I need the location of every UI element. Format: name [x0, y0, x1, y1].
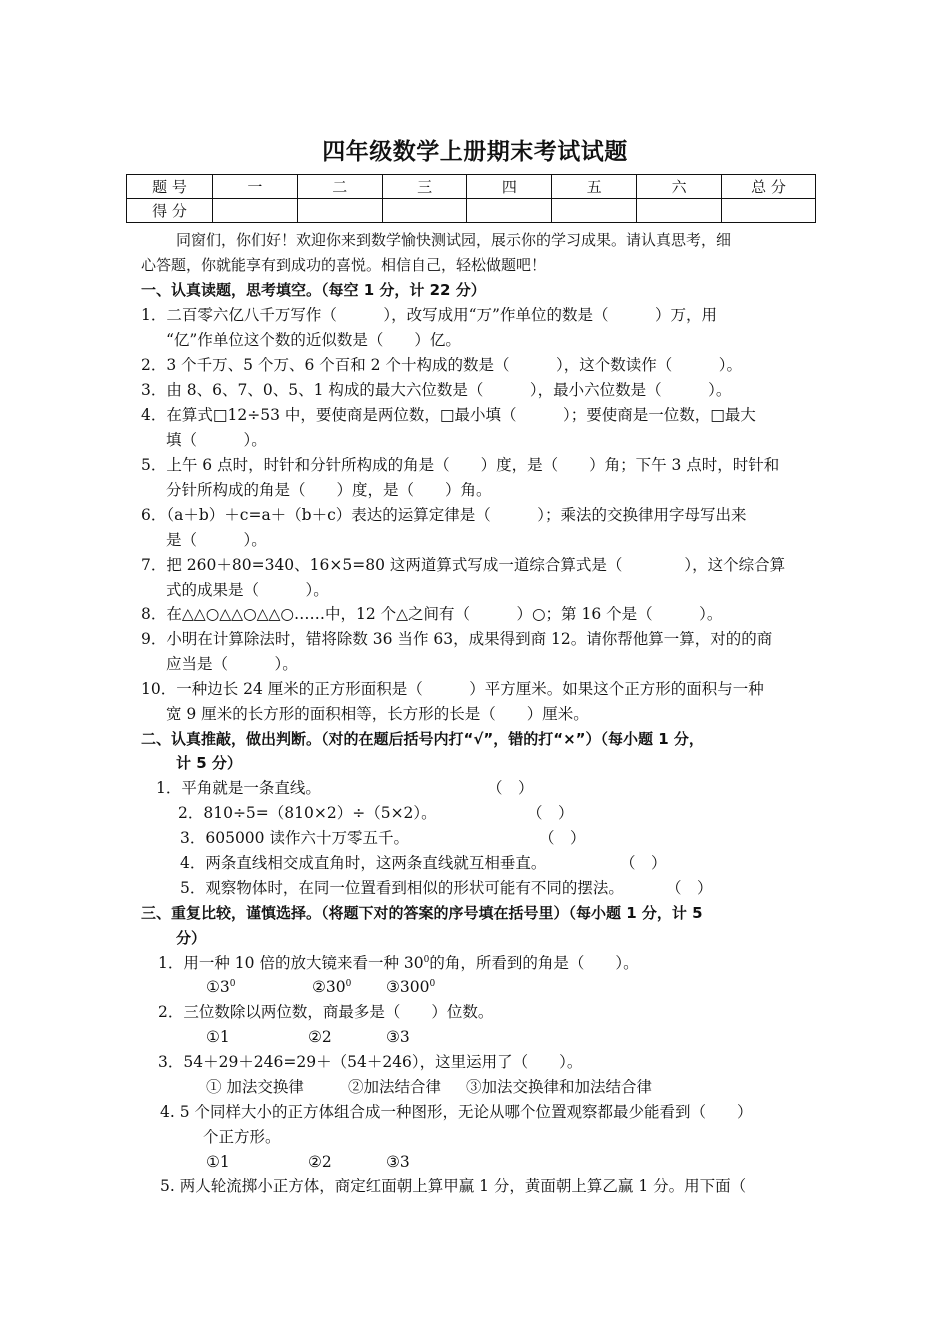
score-cell: 总 分	[722, 175, 816, 199]
option[interactable]	[206, 977, 236, 997]
question-line: 10．一种边长 24 厘米的正方形面积是（ ）平方厘米。如果这个正方形的面积与一种	[141, 680, 764, 698]
score-cell: 题 号	[127, 175, 213, 199]
option-label: ②30	[312, 978, 346, 996]
judge-item: 5．观察物体时，在同一位置看到相似的形状可能有不同的摆法。	[180, 879, 624, 897]
choice-question: 个正方形。	[203, 1128, 281, 1146]
score-cell: 三	[382, 175, 467, 199]
choice-question: 5. 两人轮流掷小正方体，商定红面朝上算甲赢 1 分，黄面朝上算乙赢 1 分。用下面（	[160, 1177, 747, 1195]
answer-blank[interactable]: （ ）	[487, 779, 534, 797]
degree-mark: 0	[229, 979, 236, 989]
score-input-cell[interactable]	[722, 199, 816, 223]
option-label: ③300	[386, 978, 430, 996]
degree-mark: 0	[429, 979, 436, 989]
score-cell: 一	[213, 175, 298, 199]
score-label-cell: 得 分	[127, 199, 213, 223]
score-table-score-row	[127, 199, 816, 223]
option[interactable]: ① 加法交换律	[206, 1078, 304, 1096]
choice-question: 3．54＋29＋246=29＋（54＋246），这里运用了（ ）。	[158, 1053, 583, 1071]
question-line: 应当是（ ）。	[166, 655, 298, 673]
judge-item: 4．两条直线相交成直角时，这两条直线就互相垂直。	[180, 854, 547, 872]
option-label: ①3	[206, 978, 230, 996]
option[interactable]: ③3	[386, 1153, 410, 1171]
option[interactable]: ①1	[206, 1028, 230, 1046]
section-heading: 计 5 分）	[176, 754, 242, 772]
answer-blank[interactable]: （ ）	[539, 829, 586, 847]
question-line: 6．（a＋b）＋c=a＋（b＋c）表达的运算定律是（ ）；乘法的交换律用字母写出来	[141, 506, 747, 524]
score-cell: 四	[467, 175, 552, 199]
question-line: 7．把 260＋80=340、16×5=80 这两道算式写成一道综合算式是（ ），这个综合算	[141, 556, 786, 574]
question-line: 填（ ）。	[166, 431, 267, 449]
question-line: 1．二百零六亿八千万写作（ ），改写成用“万”作单位的数是（ ）万，用	[141, 306, 717, 324]
judge-item: 2．810÷5=（810×2）÷（5×2）。	[178, 804, 437, 822]
question-line: 4．在算式□12÷53 中，要使商是两位数，□最小填（ ）；要使商是一位数，□最大	[141, 406, 756, 424]
question-text: 的角，所看到的角是（ ）。	[429, 954, 639, 972]
score-cell: 六	[637, 175, 722, 199]
score-input-cell[interactable]	[552, 199, 637, 223]
score-input-cell[interactable]	[213, 199, 298, 223]
intro-text: 同窗们，你们好！欢迎你来到数学愉快测试园，展示你的学习成果。请认真思考，细	[176, 231, 732, 249]
score-input-cell[interactable]	[467, 199, 552, 223]
answer-blank[interactable]: （ ）	[620, 854, 667, 872]
option[interactable]: ②2	[308, 1028, 332, 1046]
score-input-cell[interactable]	[297, 199, 382, 223]
question-line: 5．上午 6 点时，时针和分针所构成的角是（ ）度，是（ ）角；下午 3 点时，时针和	[141, 456, 780, 474]
question-line: 宽 9 厘米的长方形的面积相等，长方形的长是（ ）厘米。	[166, 705, 589, 723]
question-line: 是（ ）。	[166, 531, 267, 549]
answer-blank[interactable]: （ ）	[666, 879, 713, 897]
option[interactable]	[386, 977, 435, 997]
score-cell: 二	[297, 175, 382, 199]
question-line: 2．3 个千万、5 个万、6 个百和 2 个十构成的数是（ ），这个数读作（ ）。	[141, 356, 742, 374]
choice-question	[158, 953, 639, 973]
score-table	[126, 174, 816, 223]
judge-item: 3．605000 读作六十万零五千。	[180, 829, 409, 847]
question-line: 8．在△△○△△○△△○……中，12 个△之间有（ ）○；第 16 个是（ ）。	[141, 605, 723, 623]
degree-mark: 0	[423, 955, 430, 965]
degree-mark: 0	[345, 979, 352, 989]
option[interactable]: ②2	[308, 1153, 332, 1171]
section-heading: 分）	[176, 929, 207, 947]
choice-question: 2．三位数除以两位数，商最多是（ ）位数。	[158, 1003, 494, 1021]
question-line: “亿”作单位这个数的近似数是（ ）亿。	[166, 331, 461, 349]
question-line: 9．小明在计算除法时，错将除数 36 当作 63，成果得到商 12。请你帮他算一算，对的的商	[141, 630, 773, 648]
option[interactable]: ③3	[386, 1028, 410, 1046]
score-input-cell[interactable]	[382, 199, 467, 223]
score-cell: 五	[552, 175, 637, 199]
section-heading: 二、认真推敲，做出判断。（对的在题后括号内打“√”，错的打“×”）（每小题 1 分，	[141, 730, 704, 748]
score-table-header-row	[127, 175, 816, 199]
section-heading: 三、重复比较，谨慎选择。（将题下对的答案的序号填在括号里）（每小题 1 分，计 5	[141, 904, 703, 922]
question-line: 式的成果是（ ）。	[166, 581, 329, 599]
score-input-cell[interactable]	[637, 199, 722, 223]
question-line: 分针所构成的角是（ ）度，是（ ）角。	[166, 481, 492, 499]
page-title: 四年级数学上册期末考试试题	[322, 139, 628, 165]
option[interactable]	[312, 977, 351, 997]
section-heading: 一、认真读题，思考填空。（每空 1 分，计 22 分）	[141, 281, 486, 299]
question-line: 3．由 8、6、7、0、5、1 构成的最大六位数是（ ），最小六位数是（ ）。	[141, 381, 732, 399]
choice-question: 4. 5 个同样大小的正方体组合成一种图形，无论从哪个位置观察都最少能看到（ ）	[160, 1103, 753, 1121]
intro-text: 心答题，你就能享有到成功的喜悦。相信自己，轻松做题吧！	[141, 256, 547, 274]
option[interactable]: ①1	[206, 1153, 230, 1171]
option[interactable]: ③加法交换律和加法结合律	[466, 1078, 653, 1096]
answer-blank[interactable]: （ ）	[527, 804, 574, 822]
judge-item: 1．平角就是一条直线。	[156, 779, 321, 797]
question-text: 1．用一种 10 倍的放大镜来看一种 30	[158, 954, 424, 972]
option[interactable]: ②加法结合律	[348, 1078, 442, 1096]
